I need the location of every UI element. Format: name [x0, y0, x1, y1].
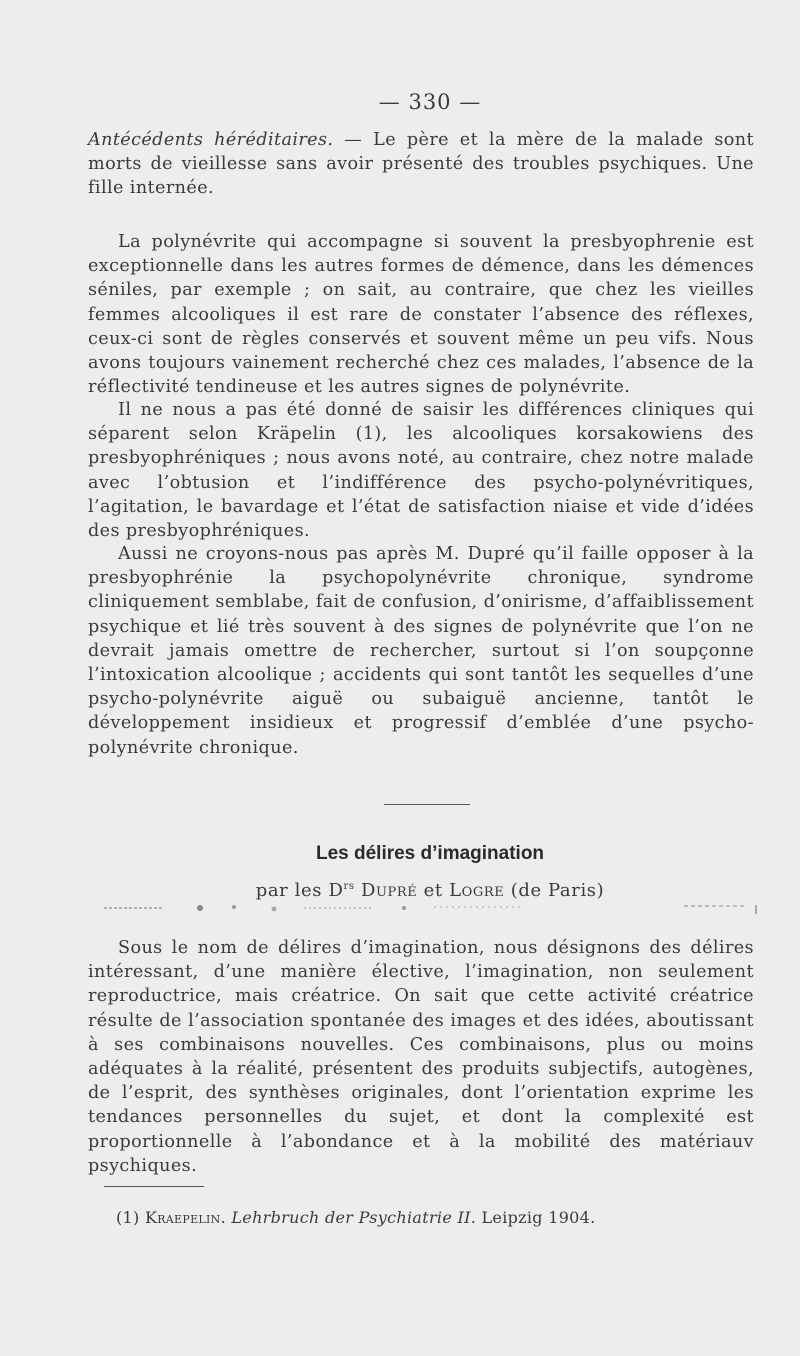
footnote-work: Lehrbruch der Psychiatrie II.	[231, 1208, 477, 1227]
section-title: Les délires d’imagination	[315, 843, 545, 864]
byline-and: et	[417, 880, 450, 901]
footnote-mark: (1)	[116, 1208, 140, 1227]
byline-prefix: par les D	[255, 880, 344, 901]
paragraph-lead-antecedents: Antécédents héréditaires.	[88, 130, 334, 150]
section-byline	[0, 880, 800, 901]
author-logre: Logre	[449, 880, 505, 901]
paragraph-antecedents	[88, 128, 754, 201]
footnote-author: Kraepelin.	[144, 1208, 226, 1227]
byline-sup: rs	[343, 881, 355, 892]
print-smudge	[104, 902, 764, 914]
paragraph-delires: Sous le nom de délires d’imagination, nous désignons des délires intéressant, d’une manière élective, l’imagination, non seulement reproductrice, mais créatrice. On sait que cette activité créatrice résulte de l’association spontanée des images et des idées, aboutissant à ses combinaisons nouvelles. Ces combinaisons, plus ou moins adéquates à la réalité, présentent des produits subjectifs, autogènes, de l’esprit, des synthèses originales, dont l’orientation exprime les tendances personnelles du sujet, et dont la complexité est proportionnelle à l’abondance et à la mobilité des matériauv psychiques.	[88, 938, 754, 1176]
footnote	[116, 1208, 756, 1227]
paragraph-text-antecedents: — Le père et la mère de la malade sont morts de vieillesse sans avoir présenté des troubles psychiques. Une fille internée.	[88, 130, 754, 199]
section-divider	[384, 804, 470, 805]
paragraph-kraepelin: Il ne nous a pas été donné de saisir les différences cliniques qui séparent selon Kräpelin (1), les alcooliques korsakowiens des presbyophréniques ; nous avons noté, au contraire, chez notre malade avec l’obtusion et l’indifférence des psycho-polynévritiques, l’agitation, le bavardage et l’état de satisfaction niaise et vide d’idées des presbyophréniques.	[88, 400, 754, 542]
footnote-divider	[104, 1186, 204, 1187]
paragraph-polynevrite: La polynévrite qui accompagne si souvent la presbyophrenie est exceptionnelle dans les autres formes de démence, dans les démences séniles, par exemple ; on sait, au contraire, que chez les vieilles femmes alcooliques il est rare de constater l’absence des réflexes, ceux-ci sont de règles conservés et souvent même un peu vifs. Nous avons toujours vainement recherché chez ces malades, l’absence de la réflectivité tendineuse et les autres signes de polynévrite.	[88, 232, 754, 398]
author-dupre: Dupré	[360, 880, 418, 901]
footnote-place-year: Leipzig 1904.	[481, 1208, 596, 1227]
page-number: — 330 —	[378, 90, 482, 114]
paragraph-dupre: Aussi ne croyons-nous pas après M. Dupré qu’il faille opposer à la presbyophrénie la psychopolynévrite chronique, syndrome cliniquement semblabe, fait de confusion, d’onirisme, d’affaiblissement psychique et lié très souvent à des signes de polynévrite que l’on ne devrait jamais omettre de rechercher, surtout si l’on soupçonne l’intoxication alcoolique ; accidents qui sont tantôt les sequelles d’une psycho-polynévrite aiguë ou subaiguë ancienne, tantôt le développement insidieux et progressif d’emblée d’une psycho-polynévrite chronique.	[88, 544, 754, 758]
byline-suffix: (de Paris)	[504, 880, 605, 901]
